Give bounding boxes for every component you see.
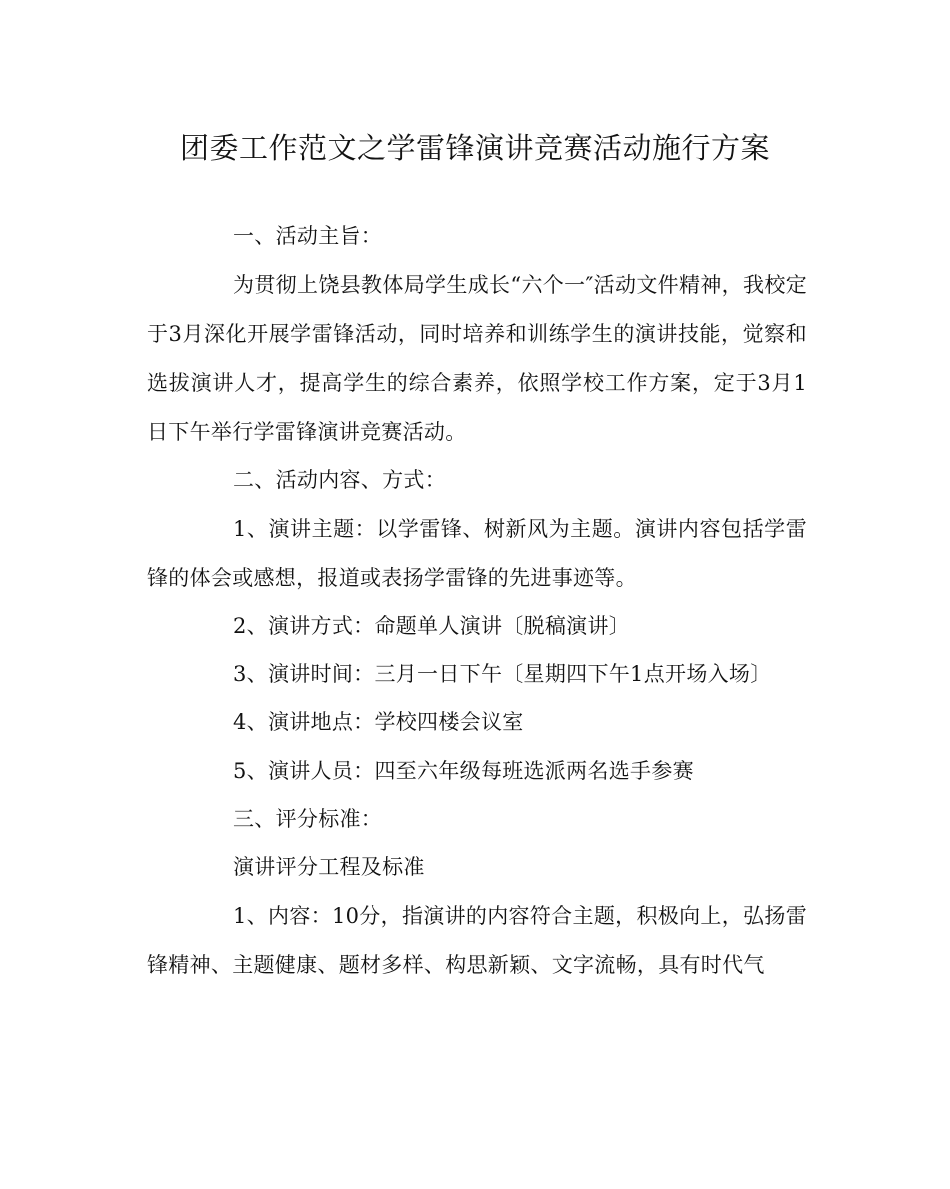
list-item-location: 4、演讲地点：学校四楼会议室 bbox=[233, 710, 524, 734]
list-item-time: 3、演讲时间：三月一日下午〔星期四下午1点开场入场〕 bbox=[233, 662, 772, 686]
list-item-participants: 5、演讲人员：四至六年级每班选派两名选手参赛 bbox=[233, 759, 694, 783]
section-heading-purpose: 一、活动主旨： bbox=[233, 224, 383, 248]
scoring-item-content: 1、内容：10分，指演讲的内容符合主题，积极向上，弘扬雷锋精神、主题健康、题材多样、构思新颖、文字流畅，具有时代气 bbox=[147, 904, 807, 977]
list-item-theme: 1、演讲主题：以学雷锋、树新风为主题。演讲内容包括学雷锋的体会或感想，报道或表扬学雷锋的先进事迹等。 bbox=[147, 517, 807, 590]
section-heading-scoring: 三、评分标准： bbox=[233, 807, 383, 831]
document-title: 团委工作范文之学雷锋演讲竞赛活动施行方案 bbox=[179, 131, 770, 165]
scoring-subheading: 演讲评分工程及标准 bbox=[233, 855, 425, 879]
section-heading-content: 二、活动内容、方式： bbox=[233, 468, 446, 492]
list-item-format: 2、演讲方式：命题单人演讲〔脱稿演讲〕 bbox=[233, 614, 631, 638]
paragraph-purpose: 为贯彻上饶县教体局学生成长“六个一″活动文件精神，我校定于3月深化开展学雷锋活动，同时培养和训练学生的演讲技能，觉察和选拔演讲人才，提高学生的综合素养，依照学校工作方案，定于3月1日下午举行学雷锋演讲竞赛活动。 bbox=[147, 273, 807, 444]
